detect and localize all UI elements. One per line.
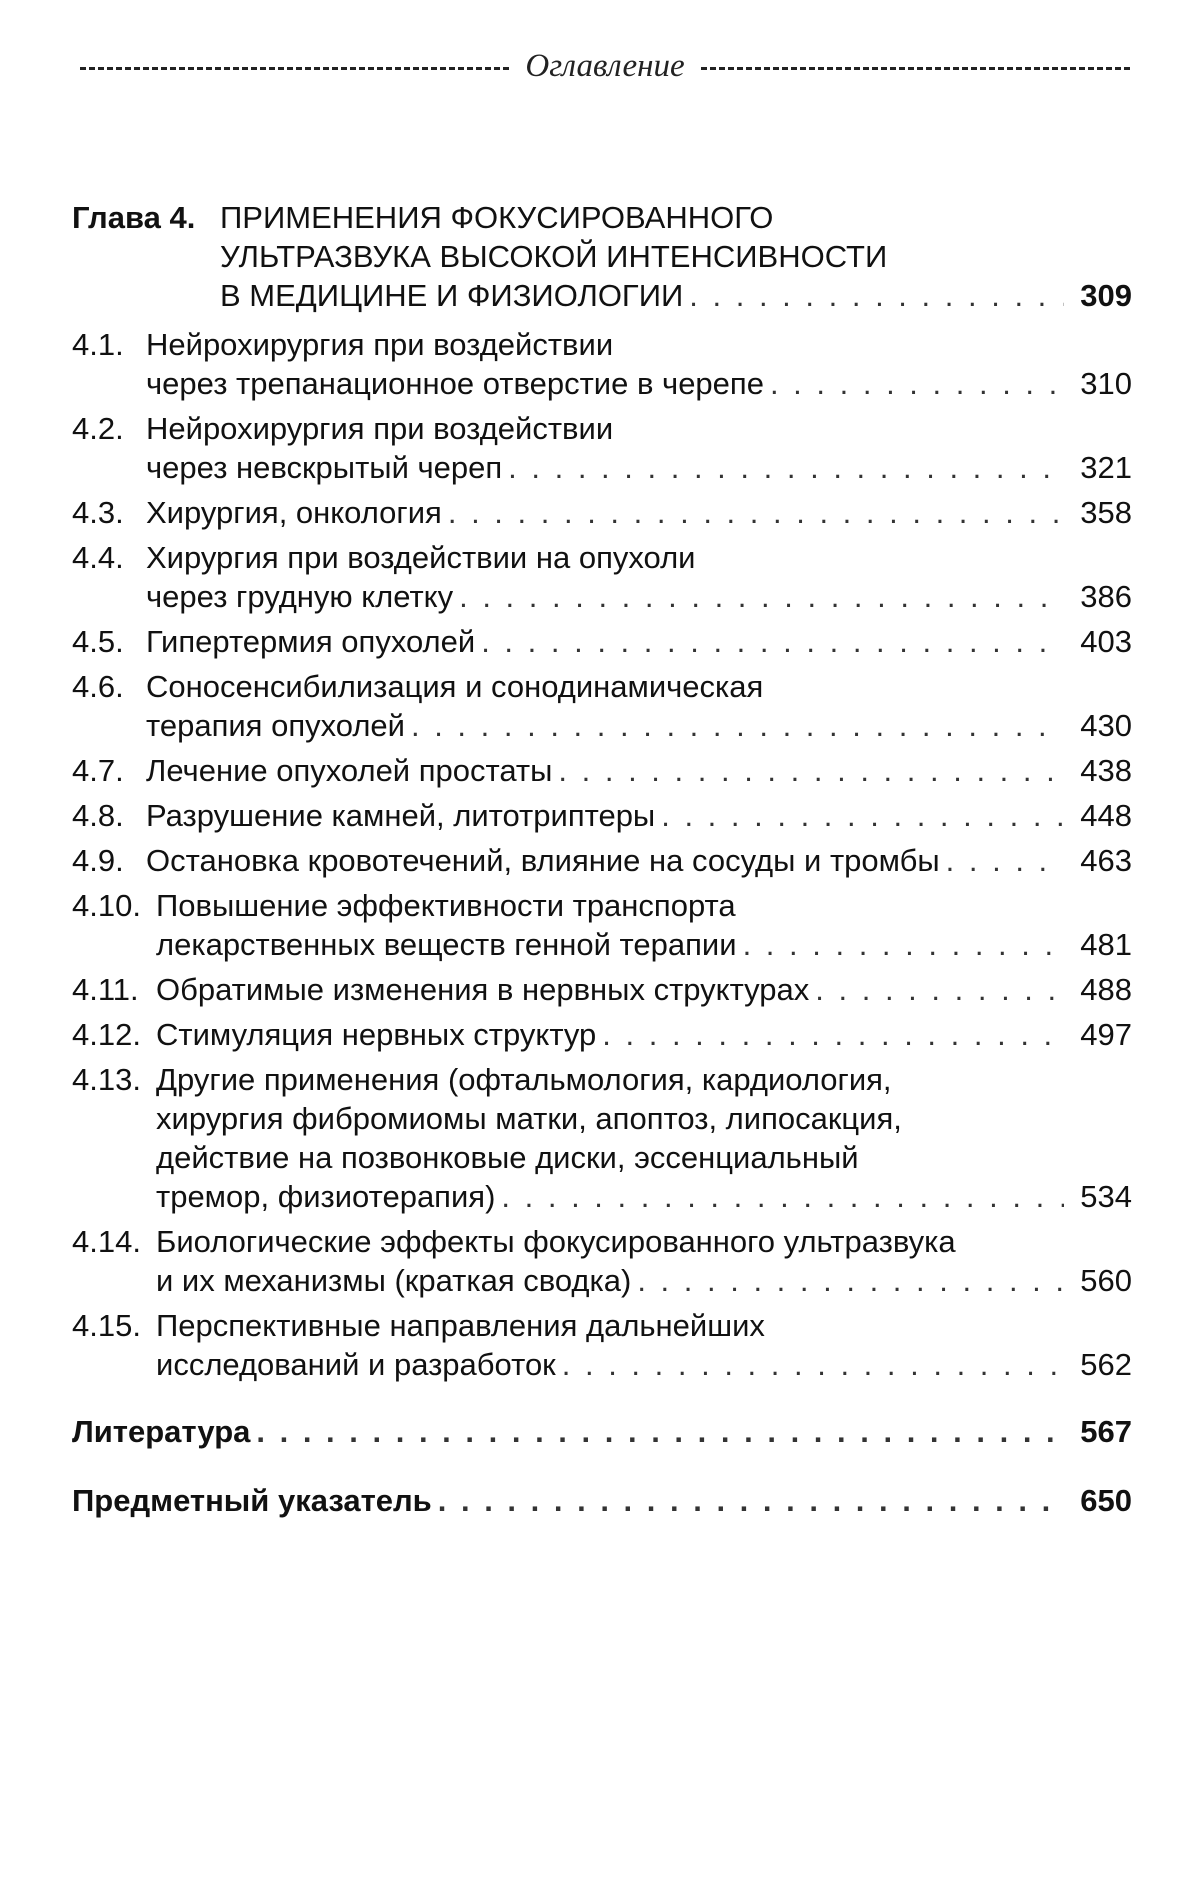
running-head-rule-right bbox=[701, 67, 1130, 70]
section-number: 4.7. bbox=[72, 753, 124, 788]
section-page-number: 497 bbox=[1080, 1017, 1132, 1052]
section-title bbox=[156, 1015, 1132, 1054]
section-number: 4.2. bbox=[72, 411, 124, 446]
section-page-number: 321 bbox=[1080, 450, 1132, 485]
section-page-number: 403 bbox=[1080, 624, 1132, 659]
dot-leader bbox=[508, 448, 1064, 487]
dot-leader bbox=[448, 493, 1064, 532]
dot-leader bbox=[558, 751, 1064, 790]
toc-section-entry[interactable] bbox=[72, 538, 1132, 616]
dot-leader bbox=[602, 1015, 1064, 1054]
toc-section-entry[interactable] bbox=[72, 493, 1132, 532]
chapter-number: Глава 4. bbox=[72, 200, 196, 235]
section-page-number: 463 bbox=[1080, 843, 1132, 878]
dot-leader bbox=[256, 1412, 1064, 1451]
section-page-number: 562 bbox=[1080, 1347, 1132, 1382]
toc-section-entry[interactable] bbox=[72, 1222, 1132, 1300]
section-title-line: Лечение опухолей простаты bbox=[146, 753, 553, 788]
section-list bbox=[72, 325, 1132, 1384]
section-number: 4.8. bbox=[72, 798, 124, 833]
section-title-line: через невскрытый череп bbox=[146, 450, 503, 485]
dot-leader bbox=[946, 841, 1064, 880]
section-number: 4.9. bbox=[72, 843, 124, 878]
toc-section-entry[interactable] bbox=[72, 1015, 1132, 1054]
dot-leader bbox=[743, 925, 1064, 964]
toc-section-entry[interactable] bbox=[72, 886, 1132, 964]
section-title bbox=[146, 751, 1132, 790]
section-number: 4.14. bbox=[72, 1224, 141, 1259]
section-title bbox=[146, 409, 1132, 487]
toc-section-entry[interactable] bbox=[72, 622, 1132, 661]
chapter-title-line: В МЕДИЦИНЕ И ФИЗИОЛОГИИ bbox=[220, 278, 684, 313]
running-head-title: Оглавление bbox=[525, 48, 685, 84]
backmatter-title bbox=[72, 1481, 1132, 1520]
toc-section-entry[interactable] bbox=[72, 1306, 1132, 1384]
section-title-line: исследований и разработок bbox=[156, 1347, 556, 1382]
section-title-line: Нейрохирургия при воздействии bbox=[146, 411, 614, 446]
toc-chapter-entry[interactable] bbox=[72, 198, 1132, 315]
toc-backmatter-entry[interactable] bbox=[72, 1481, 1132, 1520]
toc-backmatter-entry[interactable] bbox=[72, 1412, 1132, 1451]
chapter-title-line: УЛЬТРАЗВУКА ВЫСОКОЙ ИНТЕНСИВНОСТИ bbox=[220, 239, 888, 274]
section-number: 4.6. bbox=[72, 669, 124, 704]
section-page-number: 386 bbox=[1080, 579, 1132, 614]
section-number: 4.3. bbox=[72, 495, 124, 530]
section-number: 4.11. bbox=[72, 972, 139, 1007]
section-page-number: 358 bbox=[1080, 495, 1132, 530]
section-title-line: Соносенсибилизация и сонодинамическая bbox=[146, 669, 764, 704]
section-title bbox=[156, 1306, 1132, 1384]
section-title bbox=[146, 622, 1132, 661]
section-title bbox=[156, 886, 1132, 964]
toc-section-entry[interactable] bbox=[72, 325, 1132, 403]
dot-leader bbox=[637, 1261, 1064, 1300]
section-title-line: Другие применения (офтальмология, кардиология, bbox=[156, 1062, 892, 1097]
section-title-line: Хирургия при воздействии на опухоли bbox=[146, 540, 696, 575]
section-title-line: терапия опухолей bbox=[146, 708, 405, 743]
backmatter-title-text: Литература bbox=[72, 1414, 251, 1449]
section-title-line: Хирургия, онкология bbox=[146, 495, 442, 530]
section-page-number: 438 bbox=[1080, 753, 1132, 788]
section-title bbox=[146, 493, 1132, 532]
section-number: 4.15. bbox=[72, 1308, 141, 1343]
section-title bbox=[146, 796, 1132, 835]
section-title-line: Биологические эффекты фокусированного ультразвука bbox=[156, 1224, 956, 1259]
running-head bbox=[80, 48, 1130, 85]
section-title-line: Стимуляция нервных структур bbox=[156, 1017, 597, 1052]
section-title-line: тремор, физиотерапия) bbox=[156, 1179, 496, 1214]
backmatter-title-text: Предметный указатель bbox=[72, 1483, 432, 1518]
section-title-line: лекарственных веществ генной терапии bbox=[156, 927, 737, 962]
dot-leader bbox=[438, 1481, 1064, 1520]
dot-leader bbox=[411, 706, 1064, 745]
toc-section-entry[interactable] bbox=[72, 667, 1132, 745]
backmatter-page-number: 650 bbox=[1080, 1483, 1132, 1518]
section-title bbox=[156, 1222, 1132, 1300]
section-title bbox=[156, 1060, 1132, 1216]
section-title-line: Разрушение камней, литотриптеры bbox=[146, 798, 656, 833]
section-title-line: Гипертермия опухолей bbox=[146, 624, 476, 659]
section-title bbox=[146, 325, 1132, 403]
section-title-line: через трепанационное отверстие в черепе bbox=[146, 366, 764, 401]
section-page-number: 481 bbox=[1080, 927, 1132, 962]
section-number: 4.10. bbox=[72, 888, 141, 923]
dot-leader bbox=[481, 622, 1064, 661]
section-number: 4.5. bbox=[72, 624, 124, 659]
section-title bbox=[146, 841, 1132, 880]
dot-leader bbox=[501, 1177, 1064, 1216]
section-number: 4.4. bbox=[72, 540, 124, 575]
section-title-line: хирургия фибромиомы матки, апоптоз, липосакция, bbox=[156, 1101, 902, 1136]
section-title bbox=[146, 667, 1132, 745]
toc-section-entry[interactable] bbox=[72, 841, 1132, 880]
dot-leader bbox=[562, 1345, 1064, 1384]
backmatter-page-number: 567 bbox=[1080, 1414, 1132, 1449]
toc-section-entry[interactable] bbox=[72, 970, 1132, 1009]
backmatter-title bbox=[72, 1412, 1132, 1451]
running-head-rule-left bbox=[80, 67, 509, 70]
toc-section-entry[interactable] bbox=[72, 1060, 1132, 1216]
section-title bbox=[156, 970, 1132, 1009]
dot-leader bbox=[770, 364, 1064, 403]
section-page-number: 448 bbox=[1080, 798, 1132, 833]
section-title-line: действие на позвонковые диски, эссенциальный bbox=[156, 1140, 859, 1175]
section-page-number: 430 bbox=[1080, 708, 1132, 743]
section-title-line: и их механизмы (краткая сводка) bbox=[156, 1263, 632, 1298]
dot-leader bbox=[689, 276, 1064, 315]
section-title-line: Остановка кровотечений, влияние на сосуды и тромбы bbox=[146, 843, 940, 878]
section-title-line: Нейрохирургия при воздействии bbox=[146, 327, 614, 362]
section-page-number: 488 bbox=[1080, 972, 1132, 1007]
table-of-contents bbox=[72, 198, 1132, 1526]
section-page-number: 310 bbox=[1080, 366, 1132, 401]
back-matter-list bbox=[72, 1412, 1132, 1520]
chapter-title-line: ПРИМЕНЕНИЯ ФОКУСИРОВАННОГО bbox=[220, 200, 774, 235]
chapter-title bbox=[220, 198, 1132, 315]
section-page-number: 534 bbox=[1080, 1179, 1132, 1214]
toc-section-entry[interactable] bbox=[72, 751, 1132, 790]
section-page-number: 560 bbox=[1080, 1263, 1132, 1298]
section-number: 4.13. bbox=[72, 1062, 141, 1097]
dot-leader bbox=[459, 577, 1064, 616]
section-title-line: Перспективные направления дальнейших bbox=[156, 1308, 765, 1343]
toc-section-entry[interactable] bbox=[72, 409, 1132, 487]
dot-leader bbox=[815, 970, 1064, 1009]
toc-section-entry[interactable] bbox=[72, 796, 1132, 835]
section-number: 4.12. bbox=[72, 1017, 141, 1052]
section-title-line: Обратимые изменения в нервных структурах bbox=[156, 972, 810, 1007]
dot-leader bbox=[661, 796, 1064, 835]
section-title bbox=[146, 538, 1132, 616]
section-title-line: через грудную клетку bbox=[146, 579, 454, 614]
section-number: 4.1. bbox=[72, 327, 124, 362]
section-title-line: Повышение эффективности транспорта bbox=[156, 888, 736, 923]
chapter-page-number: 309 bbox=[1080, 278, 1132, 313]
